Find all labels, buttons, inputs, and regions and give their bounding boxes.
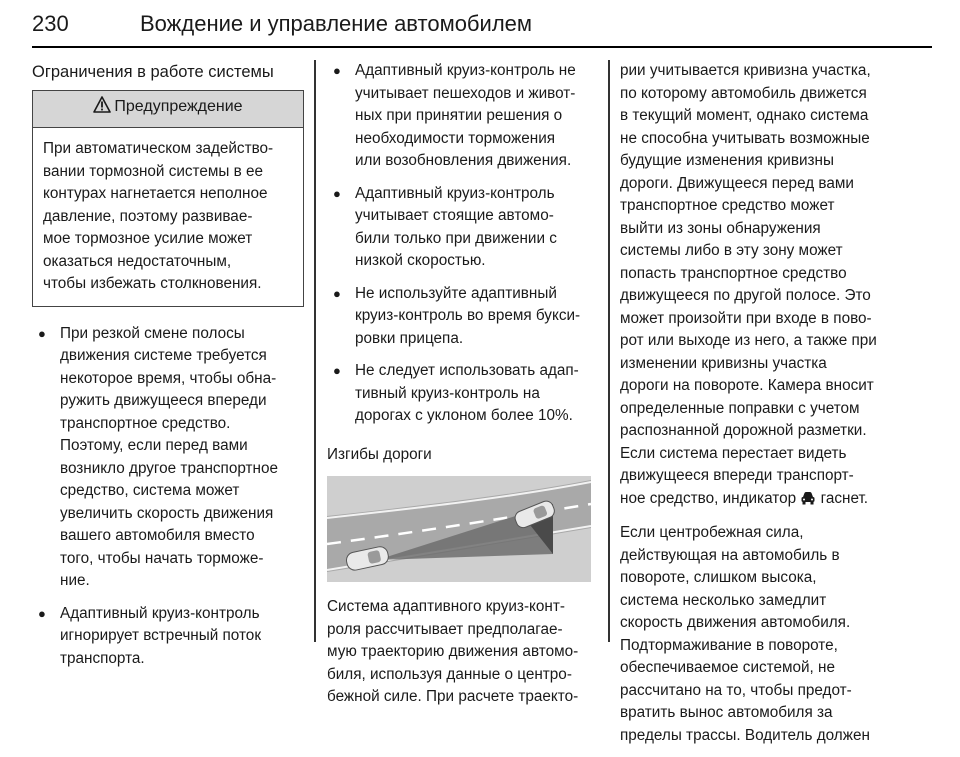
list-item <box>32 323 304 593</box>
warning-header <box>33 91 303 128</box>
list-item-line: некоторое время, чтобы обна- <box>60 369 277 387</box>
bullet-dot-icon: ● <box>333 363 341 378</box>
column-divider-1 <box>314 60 316 642</box>
paragraph-line: биля, используя данные о центро- <box>327 665 572 683</box>
list-item <box>327 283 599 351</box>
list-item-line: вашего автомобиля вместо <box>60 527 255 544</box>
list-item-line: возникло другое транспортное <box>60 459 278 477</box>
paragraph-line: роля рассчитывает предполагае- <box>327 620 563 638</box>
paragraph-line: пределы трассы. Водитель должен <box>620 726 870 744</box>
list-item-line: необходимости торможения <box>355 129 556 147</box>
paragraph-line: попасть транспортное средство <box>620 264 847 282</box>
list-item-line: ружить движущееся впереди <box>60 392 267 409</box>
paragraph-line: вратить вынос автомобиля за <box>620 704 833 721</box>
warning-triangle-icon <box>93 96 111 121</box>
list-item-line: того, чтобы начать торможе- <box>60 549 264 567</box>
warning-line: чтобы избежать столкновения. <box>43 275 262 292</box>
list-item-line: низкой скоростью. <box>355 252 486 269</box>
paragraph-line: повороте, слишком высока, <box>620 569 817 586</box>
warning-line: контурах нагнетается неполное <box>43 185 268 202</box>
list-item <box>327 183 599 273</box>
list-item-line: средство, система может <box>60 482 240 499</box>
column-2 <box>327 60 599 719</box>
list-item-line: Адаптивный круиз-контроль не <box>355 62 576 79</box>
paragraph-line: Подтормаживание в повороте, <box>620 636 838 654</box>
list-item <box>32 603 304 671</box>
paragraph-line: по которому автомобиль движется <box>620 84 867 102</box>
road-curve-illustration <box>327 476 591 582</box>
list-item-line: Адаптивный круиз-контроль <box>60 604 260 622</box>
list-item-line: Не следует использовать адап- <box>355 362 579 379</box>
paragraph-line: скорость движения автомобиля. <box>620 614 851 631</box>
warning-line: При автоматическом задейство- <box>43 140 274 157</box>
paragraph-line: не способна учитывать возможные <box>620 129 870 147</box>
paragraph-line: бежной силе. При расчете траекто- <box>327 688 579 705</box>
paragraph-line: движущееся впереди транспорт- <box>620 467 854 484</box>
paragraph-line: будущие изменения кривизны <box>620 152 834 169</box>
list-item-line: тивный круиз-контроль на <box>355 384 540 402</box>
warning-text <box>33 128 303 306</box>
bullet-dot-icon: ● <box>333 285 341 301</box>
paragraph-line: дороги на повороте. Камера вносит <box>620 377 874 394</box>
chapter-title: Вождение и управление автомобилем <box>140 11 533 36</box>
paragraph-line: дороги. Движущееся перед вами <box>620 174 854 192</box>
warning-title: Предупреждение <box>114 98 243 115</box>
warning-line: оказаться недостаточным, <box>43 252 232 270</box>
column-divider-2 <box>608 60 610 642</box>
paragraph-line: выйти из зоны обнаружения <box>620 219 821 237</box>
list-item-line: движения системе требуется <box>60 347 267 364</box>
paragraph-line: транспортное средство может <box>620 197 835 214</box>
paragraph-line: может произойти при входе в пово- <box>620 309 872 327</box>
paragraph-line: система несколько замедлит <box>620 591 827 609</box>
list-item-line: били только при движении с <box>355 229 557 247</box>
paragraph-line: определенные поправки с учетом <box>620 399 860 417</box>
paragraph-line: Если центробежная сила, <box>620 524 804 541</box>
list-item-line: транспорта. <box>60 649 145 667</box>
bullet-dot-icon: ● <box>333 63 341 78</box>
list-item-line: транспортное средство. <box>60 414 231 432</box>
list-item <box>327 360 599 428</box>
list-item <box>327 60 599 173</box>
list-item-line: увеличить скорость движения <box>60 504 274 522</box>
list-item-line: учитывает стоящие автомо- <box>355 207 554 224</box>
paragraph-line: мую траекторию движения автомо- <box>327 643 579 660</box>
paragraph-line: движущееся по другой полосе. Это <box>620 287 871 304</box>
list-item-line: Не используйте адаптивный <box>355 284 557 302</box>
list-item-line: ровки прицепа. <box>355 329 464 347</box>
list-item-line: Поэтому, если перед вами <box>60 437 248 454</box>
paragraph-line: рот или выходе из него, а также при <box>620 332 877 349</box>
list-item-line: дорогах с уклоном более 10%. <box>355 407 573 424</box>
bullet-dot-icon: ● <box>38 325 46 341</box>
paragraph-1 <box>620 60 892 512</box>
bullet-dot-icon: ● <box>333 185 341 201</box>
paragraph-line: обеспечиваемое системой, не <box>620 659 836 676</box>
list-item-line: круиз-контроль во время букси- <box>355 307 581 324</box>
column-3 <box>620 60 892 757</box>
curves-paragraph <box>327 596 599 709</box>
section-title: Ограничения в работе системы <box>32 63 274 81</box>
page-header <box>32 8 932 48</box>
list-item-line: При резкой смене полосы <box>60 324 245 342</box>
list-item-line: игнорирует встречный поток <box>60 627 262 644</box>
bullet-list-1 <box>32 323 304 671</box>
header-rule <box>32 46 932 48</box>
list-item-line: учитывает пешеходов и живот- <box>355 84 576 102</box>
paragraph-line: рассчитано на то, чтобы предот- <box>620 681 852 699</box>
paragraph-line: изменении кривизны участка <box>620 354 827 372</box>
paragraph-line: системы либо в эту зону может <box>620 242 843 259</box>
warning-line: давление, поэтому развивае- <box>43 207 253 225</box>
list-item-line: Адаптивный круиз-контроль <box>355 184 555 202</box>
warning-box <box>32 90 304 307</box>
paragraph-line: Система адаптивного круиз-конт- <box>327 598 565 615</box>
paragraph-line: распознанной дорожной разметки. <box>620 422 867 439</box>
indicator-line: ное средство, индикатор гаснет. <box>620 488 892 513</box>
page-number: 230 <box>32 11 69 36</box>
vehicle-ahead-icon <box>800 490 816 513</box>
paragraph-line: в текущий момент, однако система <box>620 107 869 124</box>
bullet-list-2 <box>327 60 599 428</box>
bullet-dot-icon: ● <box>38 605 46 621</box>
warning-line: вании тормозной системы в ее <box>43 162 264 180</box>
curves-heading: Изгибы дороги <box>327 445 432 463</box>
list-item-line: ных при принятии решения о <box>355 107 563 124</box>
paragraph-line: действующая на автомобиль в <box>620 546 840 564</box>
paragraph-2 <box>620 522 892 747</box>
paragraph-line: Если система перестает видеть <box>620 444 847 462</box>
column-1 <box>32 60 304 680</box>
list-item-line: или возобновления движения. <box>355 152 572 169</box>
paragraph-line: рии учитывается кривизна участка, <box>620 62 871 79</box>
warning-line: мое тормозное усилие может <box>43 230 253 247</box>
list-item-line: ние. <box>60 572 90 589</box>
